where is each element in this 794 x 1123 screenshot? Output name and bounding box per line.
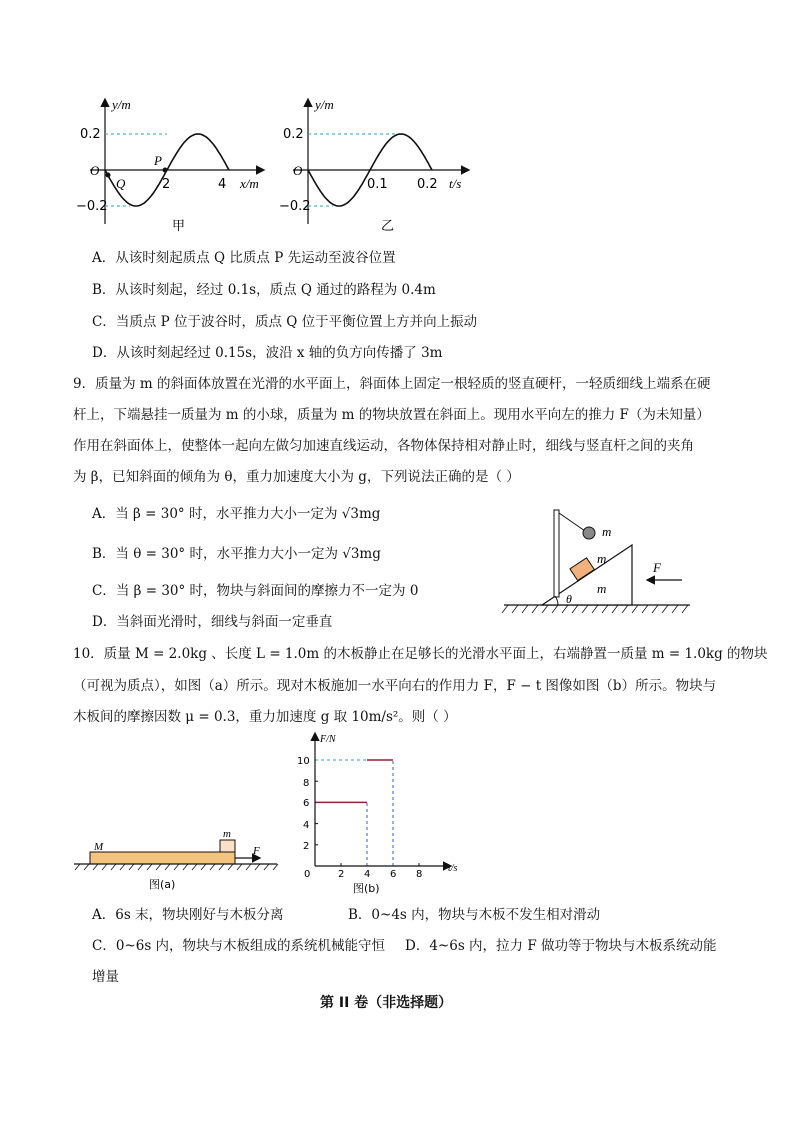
figure-caption: 乙 <box>381 219 395 234</box>
x-tick-2: 2 <box>338 869 345 880</box>
x-tick-2: 2 <box>162 177 171 192</box>
q10-option-a: A．6s 末，物块刚好与木板分离 <box>92 907 284 923</box>
y-tick-top: 0.2 <box>80 127 101 142</box>
angle-label: θ <box>566 592 572 606</box>
figure-caption: 甲 <box>172 219 186 234</box>
y-tick-bottom: −0.2 <box>279 199 311 214</box>
ball <box>583 527 595 539</box>
q9-stem-line-1: 9．质量为 m 的斜面体放置在光滑的水平面上，斜面体上固定一根轻质的竖直硬杆，一轻质细线上端系在硬 <box>73 376 711 392</box>
block-label: m <box>223 828 231 840</box>
q9-option-b: B．当 θ = 30° 时，水平推力大小一定为 √3mg <box>92 546 381 562</box>
point-q-label: Q <box>116 176 126 191</box>
point-p-label: P <box>154 153 162 168</box>
y-tick-2: 2 <box>303 841 310 852</box>
force-label: F <box>253 845 260 857</box>
x-tick-6: 6 <box>390 869 397 880</box>
ground-hatching <box>502 605 688 613</box>
t-tick-01: 0.1 <box>367 177 388 192</box>
section-title: 第 II 卷（非选择题） <box>320 995 453 1011</box>
point-q-dot <box>106 173 111 178</box>
q8-option-a: A．从该时刻起质点 Q 比质点 P 先运动至波谷位置 <box>92 250 396 266</box>
q9-stem-line-3: 作用在斜面体上，使整体一起向左做匀加速直线运动，各物体保持相对静止时，细线与竖直杆之间的夹角 <box>73 438 694 454</box>
string <box>559 513 585 531</box>
q10-figure-b-chart <box>290 730 470 900</box>
q8-option-d: D．从该时刻起经过 0.15s，波沿 x 轴的负方向传播了 3m <box>92 345 443 361</box>
y-tick-8: 8 <box>303 778 310 789</box>
wave-figure-jia <box>76 92 275 242</box>
q10-stem-line-3: 木板间的摩擦因数 μ = 0.3，重力加速度 g 取 10m/s²。则（ ） <box>73 709 457 725</box>
y-axis-label: y/m <box>315 97 334 112</box>
y-tick-6: 6 <box>303 798 310 809</box>
q10-stem-line-1: 10．质量 M = 2.0kg 、长度 L = 1.0m 的木板静止在足够长的光滑水平面上，右端静置一质量 m = 1.0kg 的物块 <box>73 646 768 662</box>
q10-option-d: D．4~6s 内，拉力 F 做功等于物块与木板系统动能 <box>405 938 717 954</box>
q9-option-d: D．当斜面光滑时，细线与斜面一定垂直 <box>92 614 333 630</box>
q9-option-c: C．当 β = 30° 时，物块与斜面间的摩擦力不一定为 0 <box>92 583 419 599</box>
origin-label: 0 <box>304 869 311 880</box>
wave-figure-yi <box>279 92 473 242</box>
q9-stem-line-4: 为 β，已知斜面的倾角为 θ，重力加速度大小为 g，下列说法正确的是（ ） <box>73 469 520 485</box>
q9-wedge-figure <box>500 505 695 620</box>
q10-option-b: B．0~4s 内，物块与木板不发生相对滑动 <box>348 907 601 923</box>
y-tick-4: 4 <box>303 820 310 831</box>
x-tick-8: 8 <box>416 869 423 880</box>
q9-stem-line-2: 杆上，下端悬挂一质量为 m 的小球，质量为 m 的物块放置在斜面上。现用水平向左的推力 F（为未知量） <box>73 407 710 423</box>
board-label: M <box>94 841 104 853</box>
ground-hatching <box>75 864 278 870</box>
x-tick-4: 4 <box>364 869 371 880</box>
point-p-dot <box>163 168 168 173</box>
small-block <box>220 840 235 852</box>
origin-label: O <box>293 163 303 178</box>
origin-label: O <box>90 163 100 178</box>
figure-a-caption: 图(a) <box>149 878 176 891</box>
block-mass-label: m <box>597 551 607 566</box>
q9-option-a: A．当 β = 30° 时，水平推力大小一定为 √3mg <box>92 506 381 522</box>
ball-mass-label: m <box>602 524 612 539</box>
y-tick-10: 10 <box>297 756 310 767</box>
q10-option-c: C．0~6s 内，物块与木板组成的系统机械能守恒 <box>92 938 386 954</box>
q8-option-b: B．从该时刻起，经过 0.1s，质点 Q 通过的路程为 0.4m <box>92 282 436 298</box>
t-tick-02: 0.2 <box>417 177 438 192</box>
board <box>90 852 235 864</box>
x-axis-label: x/m <box>240 176 259 191</box>
y-axis-label: y/m <box>112 97 131 112</box>
q10-figure-a <box>72 820 282 900</box>
x-tick-4: 4 <box>218 177 227 192</box>
y-tick-bottom: −0.2 <box>76 199 108 214</box>
y-tick-top: 0.2 <box>283 127 304 142</box>
wedge-mass-label: m <box>597 581 607 596</box>
q10-option-d-cont: 增量 <box>92 969 119 985</box>
x-axis-label: t/s <box>448 863 458 874</box>
force-label: F <box>653 560 661 575</box>
x-axis-label: t/s <box>449 176 462 191</box>
rigid-rod <box>554 510 559 597</box>
figure-b-caption: 图(b) <box>353 882 380 895</box>
q8-option-c: C．当质点 P 位于波谷时，质点 Q 位于平衡位置上方并向上振动 <box>92 314 478 330</box>
y-axis-label: F/N <box>320 734 336 745</box>
q10-stem-line-2: （可视为质点），如图（a）所示。现对木板施加一水平向右的作用力 F，F − t 图像如图（b）所示。物块与 <box>73 678 717 694</box>
